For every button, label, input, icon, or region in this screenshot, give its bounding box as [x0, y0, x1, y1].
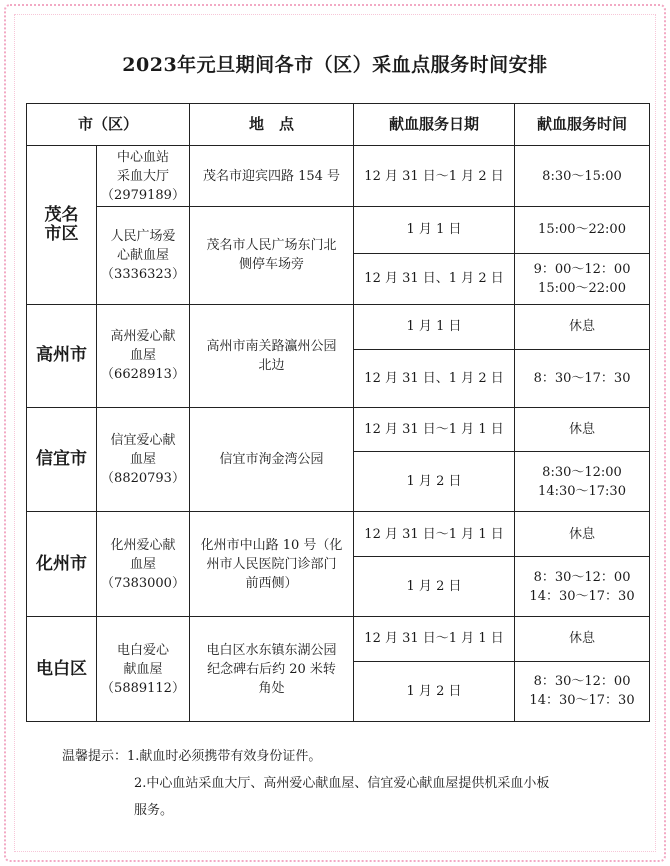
site-address [190, 407, 354, 512]
cell-line: 8：30～12：00 [533, 569, 631, 585]
site-address [190, 512, 354, 617]
city-name [27, 407, 97, 512]
service-time [515, 146, 650, 207]
cell-line: 化州市 [36, 553, 87, 574]
header-city: 市（区） [27, 104, 190, 146]
cell-line: 纪念碑右后约 20 米转 [207, 661, 336, 677]
note-prefix: 温馨提示： [62, 749, 128, 764]
cell-line: 14：30～17：30 [529, 693, 635, 709]
note-item-2-cont: 服务。 [134, 803, 174, 818]
cell-line: 州市人民医院门诊部门 [206, 556, 337, 572]
service-time [515, 304, 650, 349]
cell-line: 休息 [569, 526, 596, 542]
cell-line: 化州爱心献 [110, 537, 176, 553]
cell-line: 化州市中山路 10 号（化 [200, 537, 343, 553]
site-address [190, 207, 354, 305]
header-service-date: 献血服务日期 [354, 104, 515, 146]
cell-line: （2979189） [101, 187, 185, 203]
site-name [97, 146, 190, 207]
table-row [27, 617, 650, 662]
cell-line: 8:30～15:00 [542, 168, 622, 184]
service-time [515, 253, 650, 304]
site-name [97, 207, 190, 305]
service-date: 12 月 31 日～1 月 1 日 [354, 512, 515, 557]
cell-line: 信宜市 [36, 448, 87, 469]
service-time [515, 207, 650, 254]
cell-line: 前西侧） [245, 575, 298, 591]
service-date: 12 月 31 日、1 月 2 日 [354, 349, 515, 407]
cell-line: （7383000） [101, 575, 185, 591]
cell-line: 休息 [569, 421, 596, 437]
cell-line: 茂名市迎宾四路 154 号 [202, 168, 341, 184]
service-date: 1 月 1 日 [354, 304, 515, 349]
service-date: 12 月 31 日～1 月 1 日 [354, 617, 515, 662]
cell-line: 血屋 [130, 348, 157, 364]
cell-line: 茂名 [44, 204, 79, 225]
service-date: 1 月 1 日 [354, 207, 515, 254]
service-date: 1 月 2 日 [354, 557, 515, 617]
cell-line: 8：30～12：00 [533, 674, 631, 690]
note-text-1: 1.献血时必须携带有效身份证件。 [127, 749, 322, 764]
cell-line: 15:00～22:00 [538, 222, 626, 238]
header-service-time: 献血服务时间 [515, 104, 650, 146]
table-row [27, 207, 650, 254]
table-row [27, 512, 650, 557]
cell-line: 人民广场爱 [110, 228, 176, 244]
site-address [190, 304, 354, 407]
page-title: 2023年元旦期间各市（区）采血点服务时间安排 [122, 54, 548, 76]
site-name [97, 304, 190, 407]
cell-line: 休息 [569, 631, 596, 647]
service-time [515, 557, 650, 617]
cell-line: 电白爱心 [117, 642, 170, 658]
cell-line: 15:00～22:00 [538, 280, 626, 296]
cell-line: 高州爱心献 [110, 329, 176, 345]
table-row [27, 146, 650, 207]
note-item-2: 2.中心血站采血大厅、高州爱心献血屋、信宜爱心献血屋提供机采血小板 [134, 776, 550, 791]
cell-line: 8：30～17：30 [533, 370, 631, 386]
cell-line: （8820793） [101, 470, 185, 486]
cell-line: 侧停车场旁 [239, 257, 305, 273]
site-address [190, 617, 354, 722]
cell-line: 9：00～12：00 [533, 261, 631, 277]
city-name [27, 304, 97, 407]
cell-line: 北边 [258, 357, 285, 373]
service-time [515, 349, 650, 407]
table-body [27, 146, 650, 722]
service-time [515, 452, 650, 512]
cell-line: 血屋 [130, 451, 157, 467]
service-date: 12 月 31 日～1 月 2 日 [354, 146, 515, 207]
service-date: 1 月 2 日 [354, 452, 515, 512]
site-name [97, 512, 190, 617]
cell-line: 中心血站 [117, 149, 170, 165]
cell-line: 信宜市洵金湾公园 [219, 451, 324, 467]
table-row [27, 407, 650, 452]
cell-line: 信宜爱心献 [110, 432, 176, 448]
cell-line: 14：30～17：30 [529, 588, 635, 604]
cell-line: 休息 [569, 319, 596, 335]
cell-line: （6628913） [101, 367, 185, 383]
schedule-table [26, 103, 650, 722]
cell-line: 采血大厅 [117, 168, 170, 184]
header-location: 地 点 [190, 104, 354, 146]
cell-line: （3336323） [101, 266, 185, 282]
service-date: 12 月 31 日～1 月 1 日 [354, 407, 515, 452]
city-name [27, 617, 97, 722]
cell-line: 高州市 [36, 345, 87, 366]
cell-line: 高州市南关路瀛州公园 [206, 338, 337, 354]
cell-line: 献血屋 [123, 661, 163, 677]
cell-line: 茂名市人民广场东门北 [206, 238, 337, 254]
site-name [97, 617, 190, 722]
site-name [97, 407, 190, 512]
cell-line: 血屋 [130, 556, 157, 572]
site-address [190, 146, 354, 207]
service-time [515, 617, 650, 662]
city-name [27, 512, 97, 617]
cell-line: 角处 [258, 680, 285, 696]
service-date: 1 月 2 日 [354, 661, 515, 721]
table-header-row [27, 104, 650, 146]
service-time [515, 661, 650, 721]
note-item-1 [62, 743, 622, 770]
cell-line: 市区 [44, 223, 79, 244]
cell-line: 心献血屋 [117, 247, 170, 263]
service-time [515, 512, 650, 557]
notes [62, 743, 622, 824]
cell-line: （5889112） [101, 680, 185, 696]
cell-line: 电白区 [36, 658, 87, 679]
table-row [27, 304, 650, 349]
cell-line: 8:30～12:00 [542, 464, 622, 480]
service-date: 12 月 31 日、1 月 2 日 [354, 253, 515, 304]
service-time [515, 407, 650, 452]
cell-line: 14:30～17:30 [538, 483, 626, 499]
city-name [27, 146, 97, 305]
cell-line: 电白区水东镇东湖公园 [206, 642, 337, 658]
